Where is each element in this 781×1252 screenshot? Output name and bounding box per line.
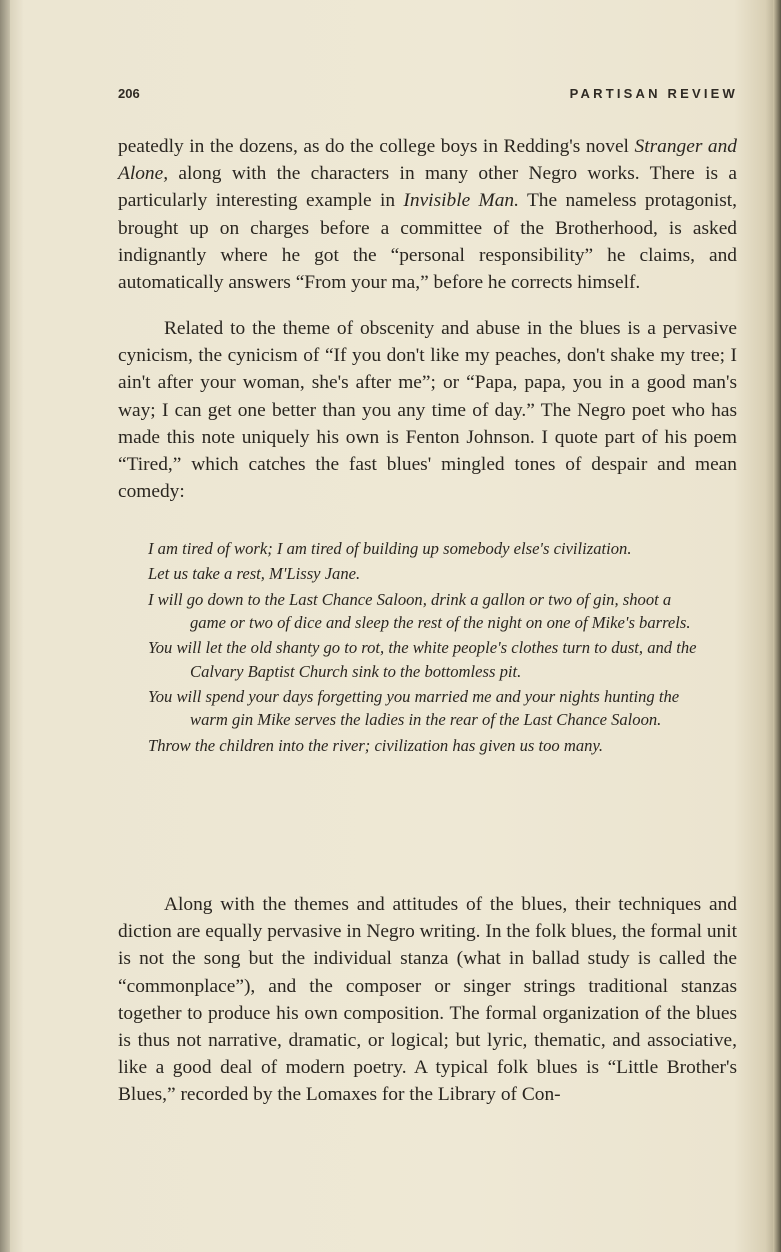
paragraph-3: Along with the themes and attitudes of the blues, their techniques and diction are equally pervasive in Negro writing. In the folk blues, the formal unit is not the song but the individual stanza (what in ballad study is called the “commonplace”), and the composer or singer strings traditional stanzas together to produce his own composition. The formal organization of the blues is thus not narrative, dramatic, or logical; but lyric, thematic, and associative, like a good deal of modern poetry. A typical folk blues is “Little Brother's Blues,” recorded by the Lomaxes for the Library of Con- [118,894,737,1106]
paragraph-1-text: peatedly in the dozens, as do the college boys in Redding's novel [118,136,635,157]
page-number: 206 [118,86,140,101]
poem-line: I will go down to the Last Chance Saloon, drink a gallon or two of gin, shoot a game or two of dice and sleep the rest of the night on one of Mike's barrels. [148,589,691,632]
paragraph-1 [118,133,737,296]
paragraph-1-text: The nameless protagonist, brought up on charges before a committee of the Brotherhood, is asked indignantly where he got the “personal responsibility” he claims, and automatically answers “From your ma,” before he corrects himself. [118,190,738,294]
paragraph-1-text: along with the characters in many other Negro works. There is a particularly interesting example in [118,163,737,212]
running-title: PARTISAN REVIEW [569,86,738,101]
book-title-stranger-and-alone: Stranger and Alone, [118,136,738,185]
poem-line: Let us take a rest, M'Lissy Jane. [148,564,361,584]
poem-line: You will spend your days forgetting you married me and your nights hunting the warm gin Mike serves the ladies in the rear of the Last Chance Saloon. [148,686,680,730]
page-gutter-shadow [0,0,10,1252]
page-header [118,86,738,106]
paragraph-2: Related to the theme of obscenity and abuse in the blues is a pervasive cynicism, the cynicism of “If you don't like my peaches, don't shake my tree; I ain't after your woman, she's after me”; or “Papa, papa, you in a good man's way; I can get one better than you any time of day.” The Negro poet who has made this note uniquely his own is Fenton Johnson. I quote part of his poem “Tired,” which catches the fast blues' mingled tones of despair and mean comedy: [118,318,737,503]
poem-line: I am tired of work; I am tired of building up somebody else's civilization. [148,539,632,558]
poem-tired [148,537,708,759]
page-edge-shadow [773,0,781,1252]
poem-line: You will let the old shanty go to rot, the white people's clothes turn to dust, and the Calvary Baptist Church sink to the bottomless pit. [148,638,697,681]
book-title-invisible-man: Invisible Man. [403,190,519,212]
poem-line: Throw the children into the river; civilization has given us too many. [148,735,604,755]
